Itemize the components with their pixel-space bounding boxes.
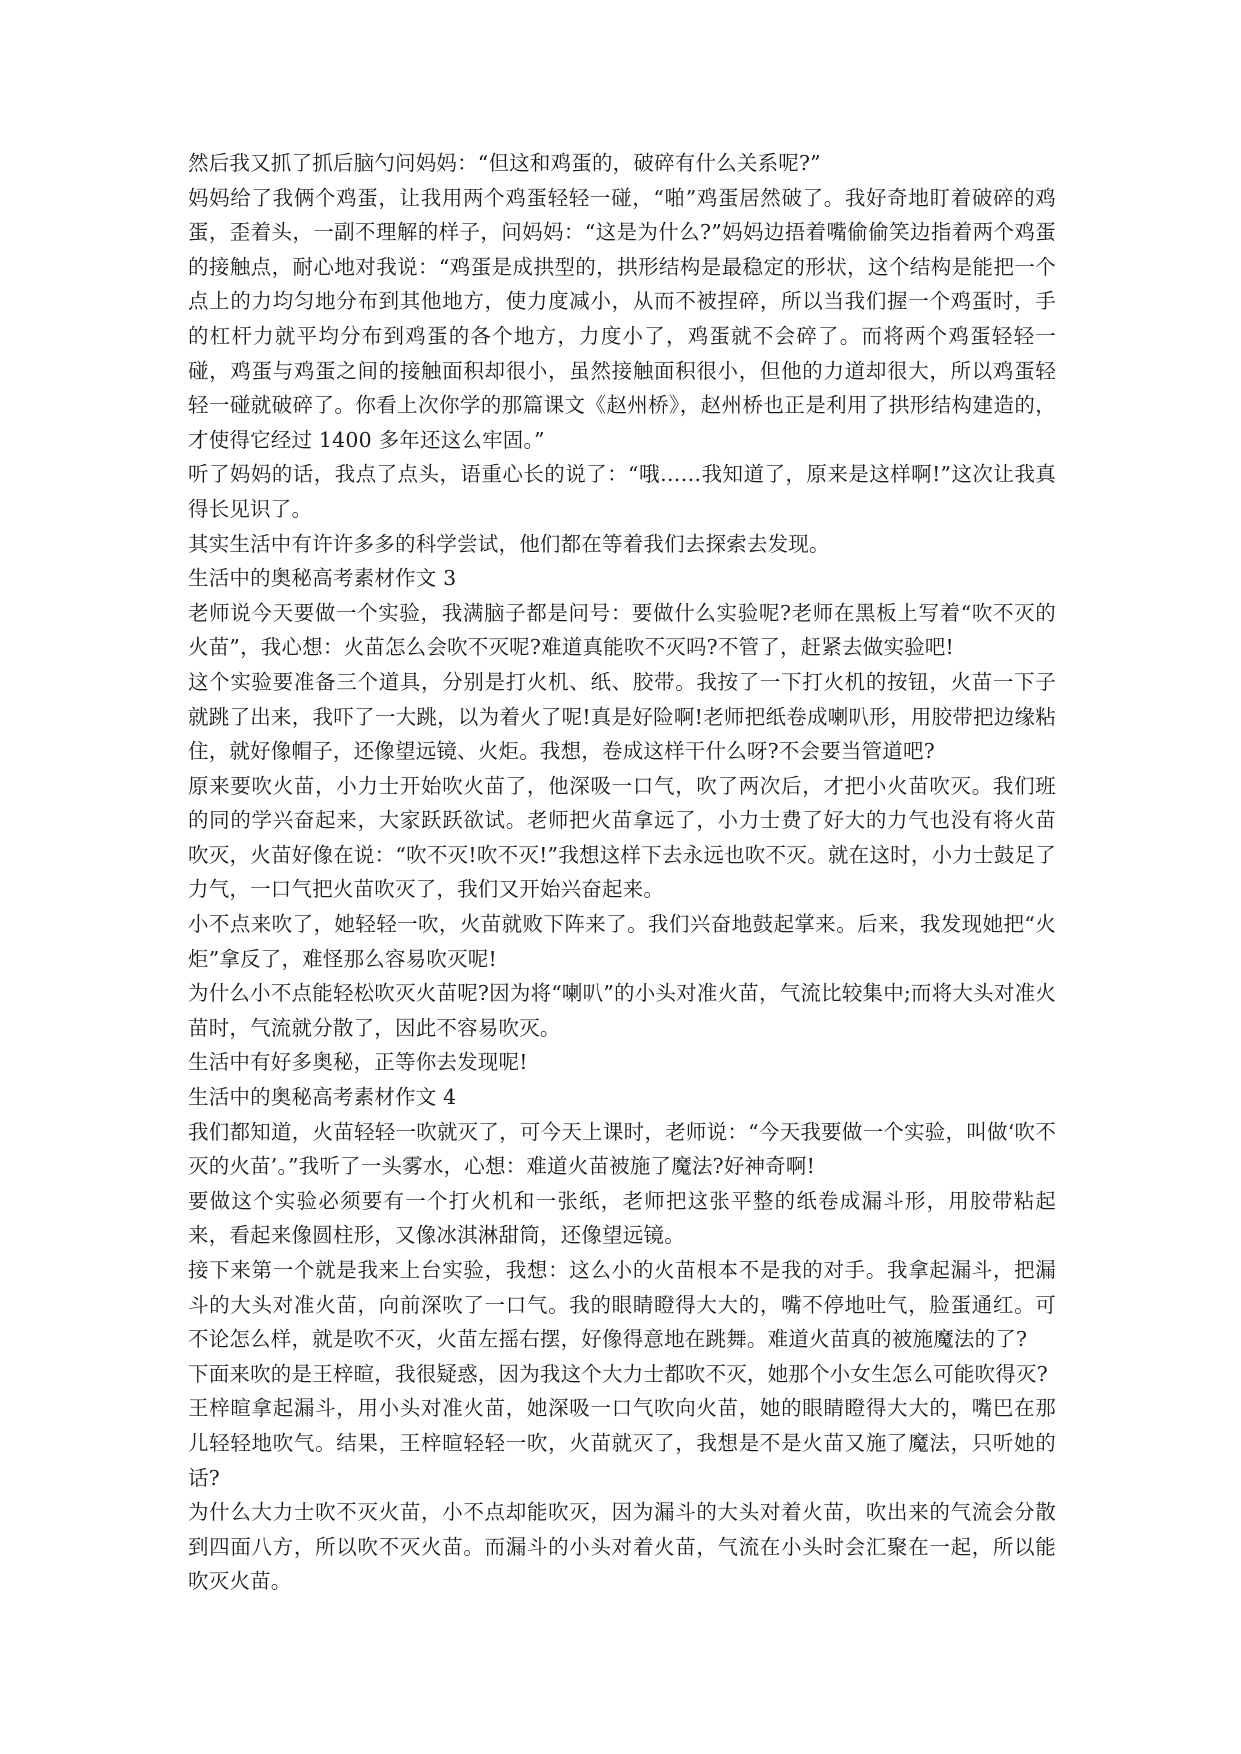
paragraph-9: 为什么小不点能轻松吹灭火苗呢?因为将“喇叭”的小头对准火苗，气流比较集中;而将大头对准火苗时，气流就分散了，因此不容易吹灭。 [188, 981, 1056, 1040]
section-heading-4: 生活中的奥秘高考素材作文 4 [188, 1085, 457, 1110]
paragraph-15: 王梓暄拿起漏斗，用小头对准火苗，她深吸一口气吹向火苗，她的眼睛瞪得大大的，嘴巴在那儿轻轻地吹气。结果，王梓暄轻轻一吹，火苗就灭了，我想是不是火苗又施了魔法，只听她的话? [188, 1396, 1056, 1490]
paragraph-12: 要做这个实验必须要有一个打火机和一张纸，老师把这张平整的纸卷成漏斗形，用胶带粘起来，看起来像圆柱形，又像冰淇淋甜筒，还像望远镜。 [188, 1188, 1056, 1248]
paragraph-4: 其实生活中有许许多多的科学尝试，他们都在等着我们去探索去发现。 [188, 531, 830, 556]
paragraph-1: 然后我又抓了抓后脑勺问妈妈：“但这和鸡蛋的，破碎有什么关系呢?” [188, 151, 821, 175]
paragraph-13: 接下来第一个就是我来上台实验，我想：这么小的火苗根本不是我的对手。我拿起漏斗，把漏斗的大头对准火苗，向前深吹了一口气。我的眼睛瞪得大大的，嘴不停地吐气，脸蛋通红。可不论怎么样，就是吹不灭，火苗左摇右摆，好像得意地在跳舞。难道火苗真的被施魔法的了? [188, 1258, 1056, 1352]
paragraph-2: 妈妈给了我俩个鸡蛋，让我用两个鸡蛋轻轻一碰，“啪”鸡蛋居然破了。我好奇地盯着破碎的鸡蛋，歪着头，一副不理解的样子，问妈妈：“这是为什么?”妈妈边捂着嘴偷偷笑边指着两个鸡蛋的接触点，耐心地对我说：“鸡蛋是成拱型的，拱形结构是最稳定的形状，这个结构是能把一个点上的力均匀地分布到其他地方，使力度减小，从而不被捏碎，所以当我们握一个鸡蛋时，手的杠杆力就平均分布到鸡蛋的各个地方，力度小了，鸡蛋就不会碎了。而将两个鸡蛋轻轻一碰，鸡蛋与鸡蛋之间的接触面积却很小，虽然接触面积很小，但他的力道却很大，所以鸡蛋轻轻一碰就破碎了。你看上次你学的那篇课文《赵州桥》，赵州桥也正是利用了拱形结构建造的，才使得它经过 1400 多年还这么牢固。” [188, 185, 1056, 452]
paragraph-14: 下面来吹的是王梓暄，我很疑惑，因为我这个大力士都吹不灭，她那个小女生怎么可能吹得灭? [188, 1361, 1048, 1386]
paragraph-6: 这个实验要准备三个道具，分别是打火机、纸、胶带。我按了一下打火机的按钮，火苗一下子就跳了出来，我吓了一大跳，以为着火了呢!真是好险啊!老师把纸卷成喇叭形，用胶带把边缘粘住，就好像帽子，还像望远镜、火炬。我想，卷成这样干什么呀?不会要当管道吧? [188, 669, 1056, 764]
paragraph-5: 老师说今天要做一个实验，我满脑子都是问号：要做什么实验呢?老师在黑板上写着“吹不灭的火苗”，我心想：火苗怎么会吹不灭呢?难道真能吹不灭吗?不管了，赶紧去做实验吧! [188, 600, 1056, 660]
paragraph-10: 生活中有好多奥秘，正等你去发现呢! [188, 1050, 528, 1075]
paragraph-11: 我们都知道，火苗轻轻一吹就灭了，可今天上课时，老师说：“今天我要做一个实验，叫做‘吹不灭的火苗’。”我听了一头雾水，心想：难道火苗被施了魔法?好神奇啊! [188, 1119, 1056, 1179]
paragraph-7: 原来要吹火苗，小力士开始吹火苗了，他深吸一口气，吹了两次后，才把小火苗吹灭。我们班的同的学兴奋起来，大家跃跃欲试。老师把火苗拿远了，小力士费了好大的力气也没有将火苗吹灭，火苗好像在说：“吹不灭!吹不灭!”我想这样下去永远也吹不灭。就在这时，小力士鼓足了力气，一口气把火苗吹灭了，我们又开始兴奋起来。 [188, 773, 1056, 902]
section-heading-3: 生活中的奥秘高考素材作文 3 [188, 566, 457, 591]
paragraph-16: 为什么大力士吹不灭火苗，小不点却能吹灭，因为漏斗的大头对着火苗，吹出来的气流会分散到四面八方，所以吹不灭火苗。而漏斗的小头对着火苗，气流在小头时会汇聚在一起，所以能吹灭火苗。 [188, 1500, 1056, 1594]
paragraph-8: 小不点来吹了，她轻轻一吹，火苗就败下阵来了。我们兴奋地鼓起掌来。后来，我发现她把“火炬”拿反了，难怪那么容易吹灭呢! [188, 912, 1056, 971]
paragraph-3: 听了妈妈的话，我点了点头，语重心长的说了：“哦……我知道了，原来是这样啊!”这次让我真得长见识了。 [188, 462, 1056, 521]
document-page [188, 146, 1056, 1599]
